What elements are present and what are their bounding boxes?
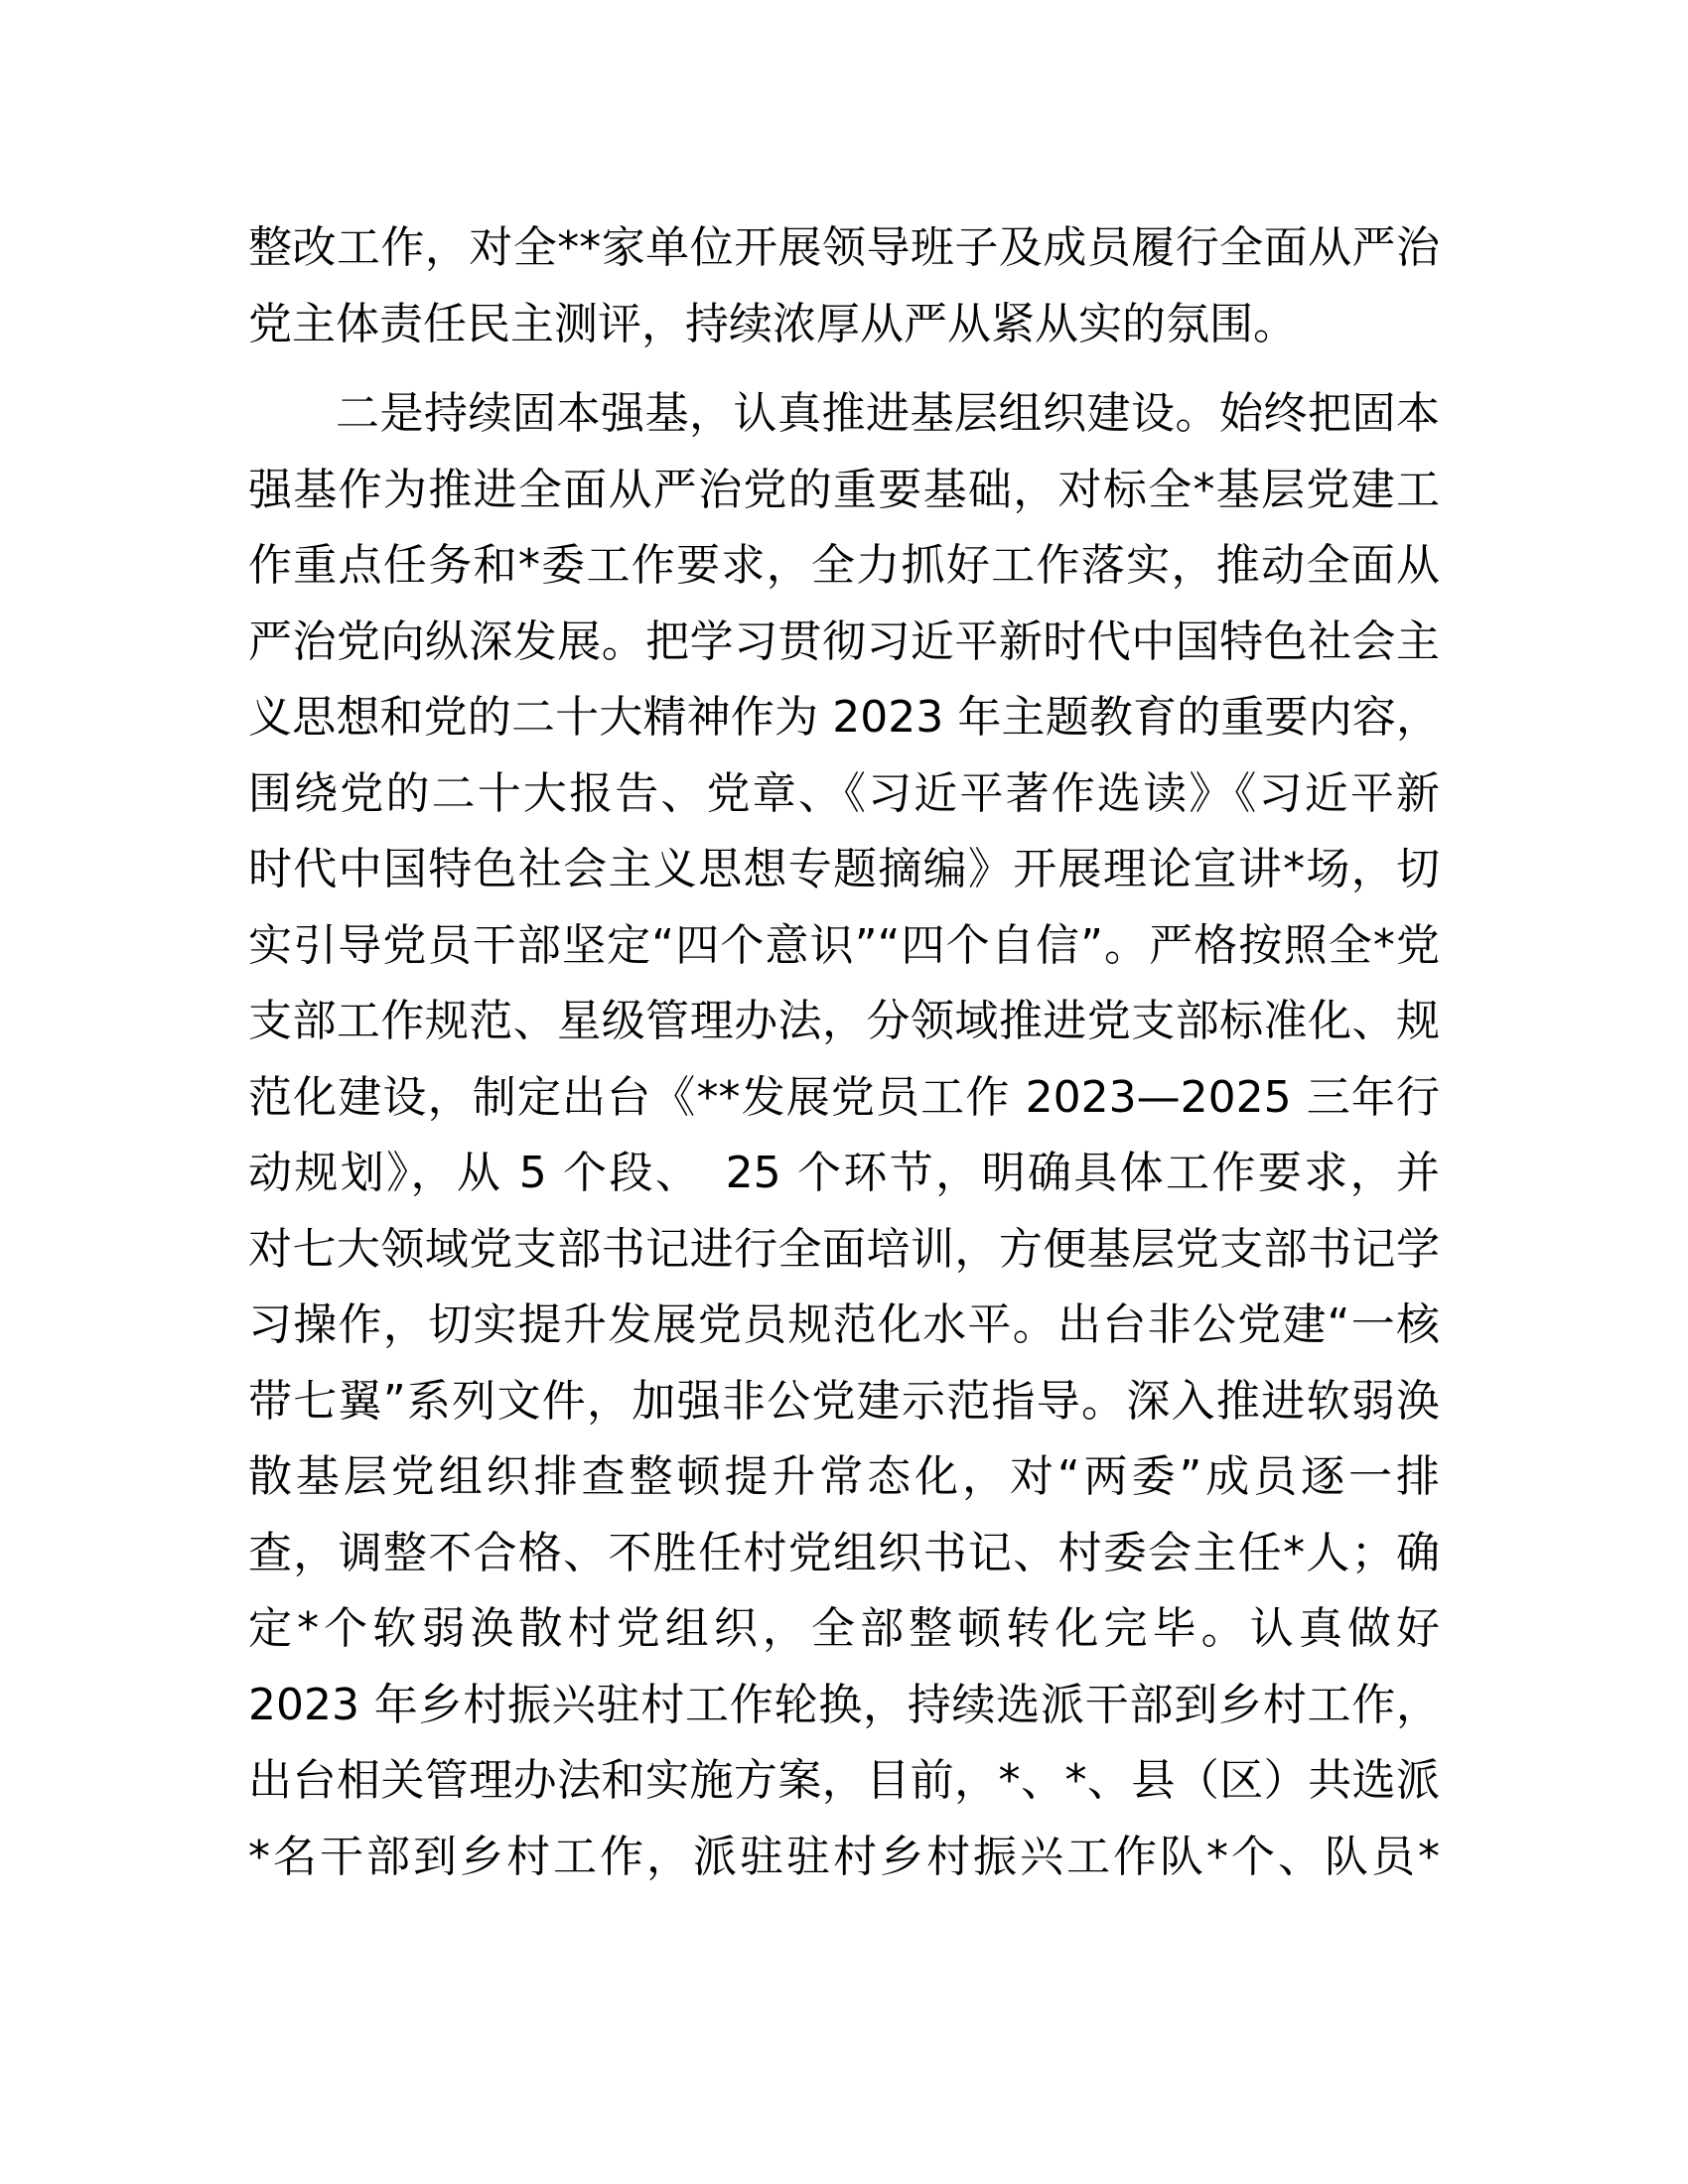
text-line: 义思想和党的二十大精神作为 2023 年主题教育的重要内容， <box>248 692 1440 743</box>
text-line: 强基作为推进全面从严治党的重要基础，对标全*基层党建工 <box>248 464 1440 515</box>
text-line: 二是持续固本强基，认真推进基层组织建设。始终把固本 <box>336 388 1440 439</box>
text-line: 党主体责任民主测评，持续浓厚从严从紧从实的氛围。 <box>248 298 1297 349</box>
text-line: 严治党向纵深发展。把学习贯彻习近平新时代中国特色社会主 <box>248 615 1440 667</box>
paragraph-1 <box>248 210 1440 362</box>
text-line: 时代中国特色社会主义思想专题摘编》开展理论宣讲*场，切 <box>248 844 1440 894</box>
text-line: 对七大领域党支部书记进行全面培训，方便基层党支部书记学 <box>248 1223 1440 1275</box>
text-line: *名干部到乡村工作，派驻驻村乡村振兴工作队*个、队员* <box>248 1831 1440 1882</box>
text-line: 支部工作规范、星级管理办法，分领域推进党支部标准化、规 <box>248 996 1440 1046</box>
text-line: 定*个软弱涣散村党组织，全部整顿转化完毕。认真做好 <box>248 1603 1440 1654</box>
paragraph-gap <box>248 362 1440 376</box>
text-line: 出台相关管理办法和实施方案，目前，*、*、县（区）共选派 <box>248 1755 1440 1806</box>
text-line: 围绕党的二十大报告、党章、《习近平著作选读》《习近平新 <box>248 767 1440 819</box>
text-line: 查，调整不合格、不胜任村党组织书记、村委会主任*人；确 <box>248 1527 1440 1578</box>
text-line: 范化建设，制定出台《**发展党员工作 2023—2025 三年行 <box>248 1071 1440 1123</box>
text-line: 动规划》，从 5 个段、 25 个环节，明确具体工作要求，并 <box>248 1148 1440 1198</box>
text-line: 实引导党员干部坚定“四个意识”“四个自信”。严格按照全*党 <box>248 919 1440 971</box>
text-line: 散基层党组织排查整顿提升常态化，对“两委”成员逐一排 <box>248 1451 1440 1502</box>
text-line: 2023 年乡村振兴驻村工作轮换，持续选派干部到乡村工作， <box>248 1679 1440 1730</box>
document-body <box>248 210 1440 1895</box>
paragraph-2 <box>248 376 1440 1895</box>
text-line: 整改工作，对全**家单位开展领导班子及成员履行全面从严治 <box>248 222 1440 273</box>
text-line: 作重点任务和*委工作要求，全力抓好工作落实，推动全面从 <box>248 540 1440 591</box>
text-line: 习操作，切实提升发展党员规范化水平。出台非公党建“一核 <box>248 1299 1440 1350</box>
text-line: 带七翼”系列文件，加强非公党建示范指导。深入推进软弱涣 <box>248 1375 1440 1427</box>
